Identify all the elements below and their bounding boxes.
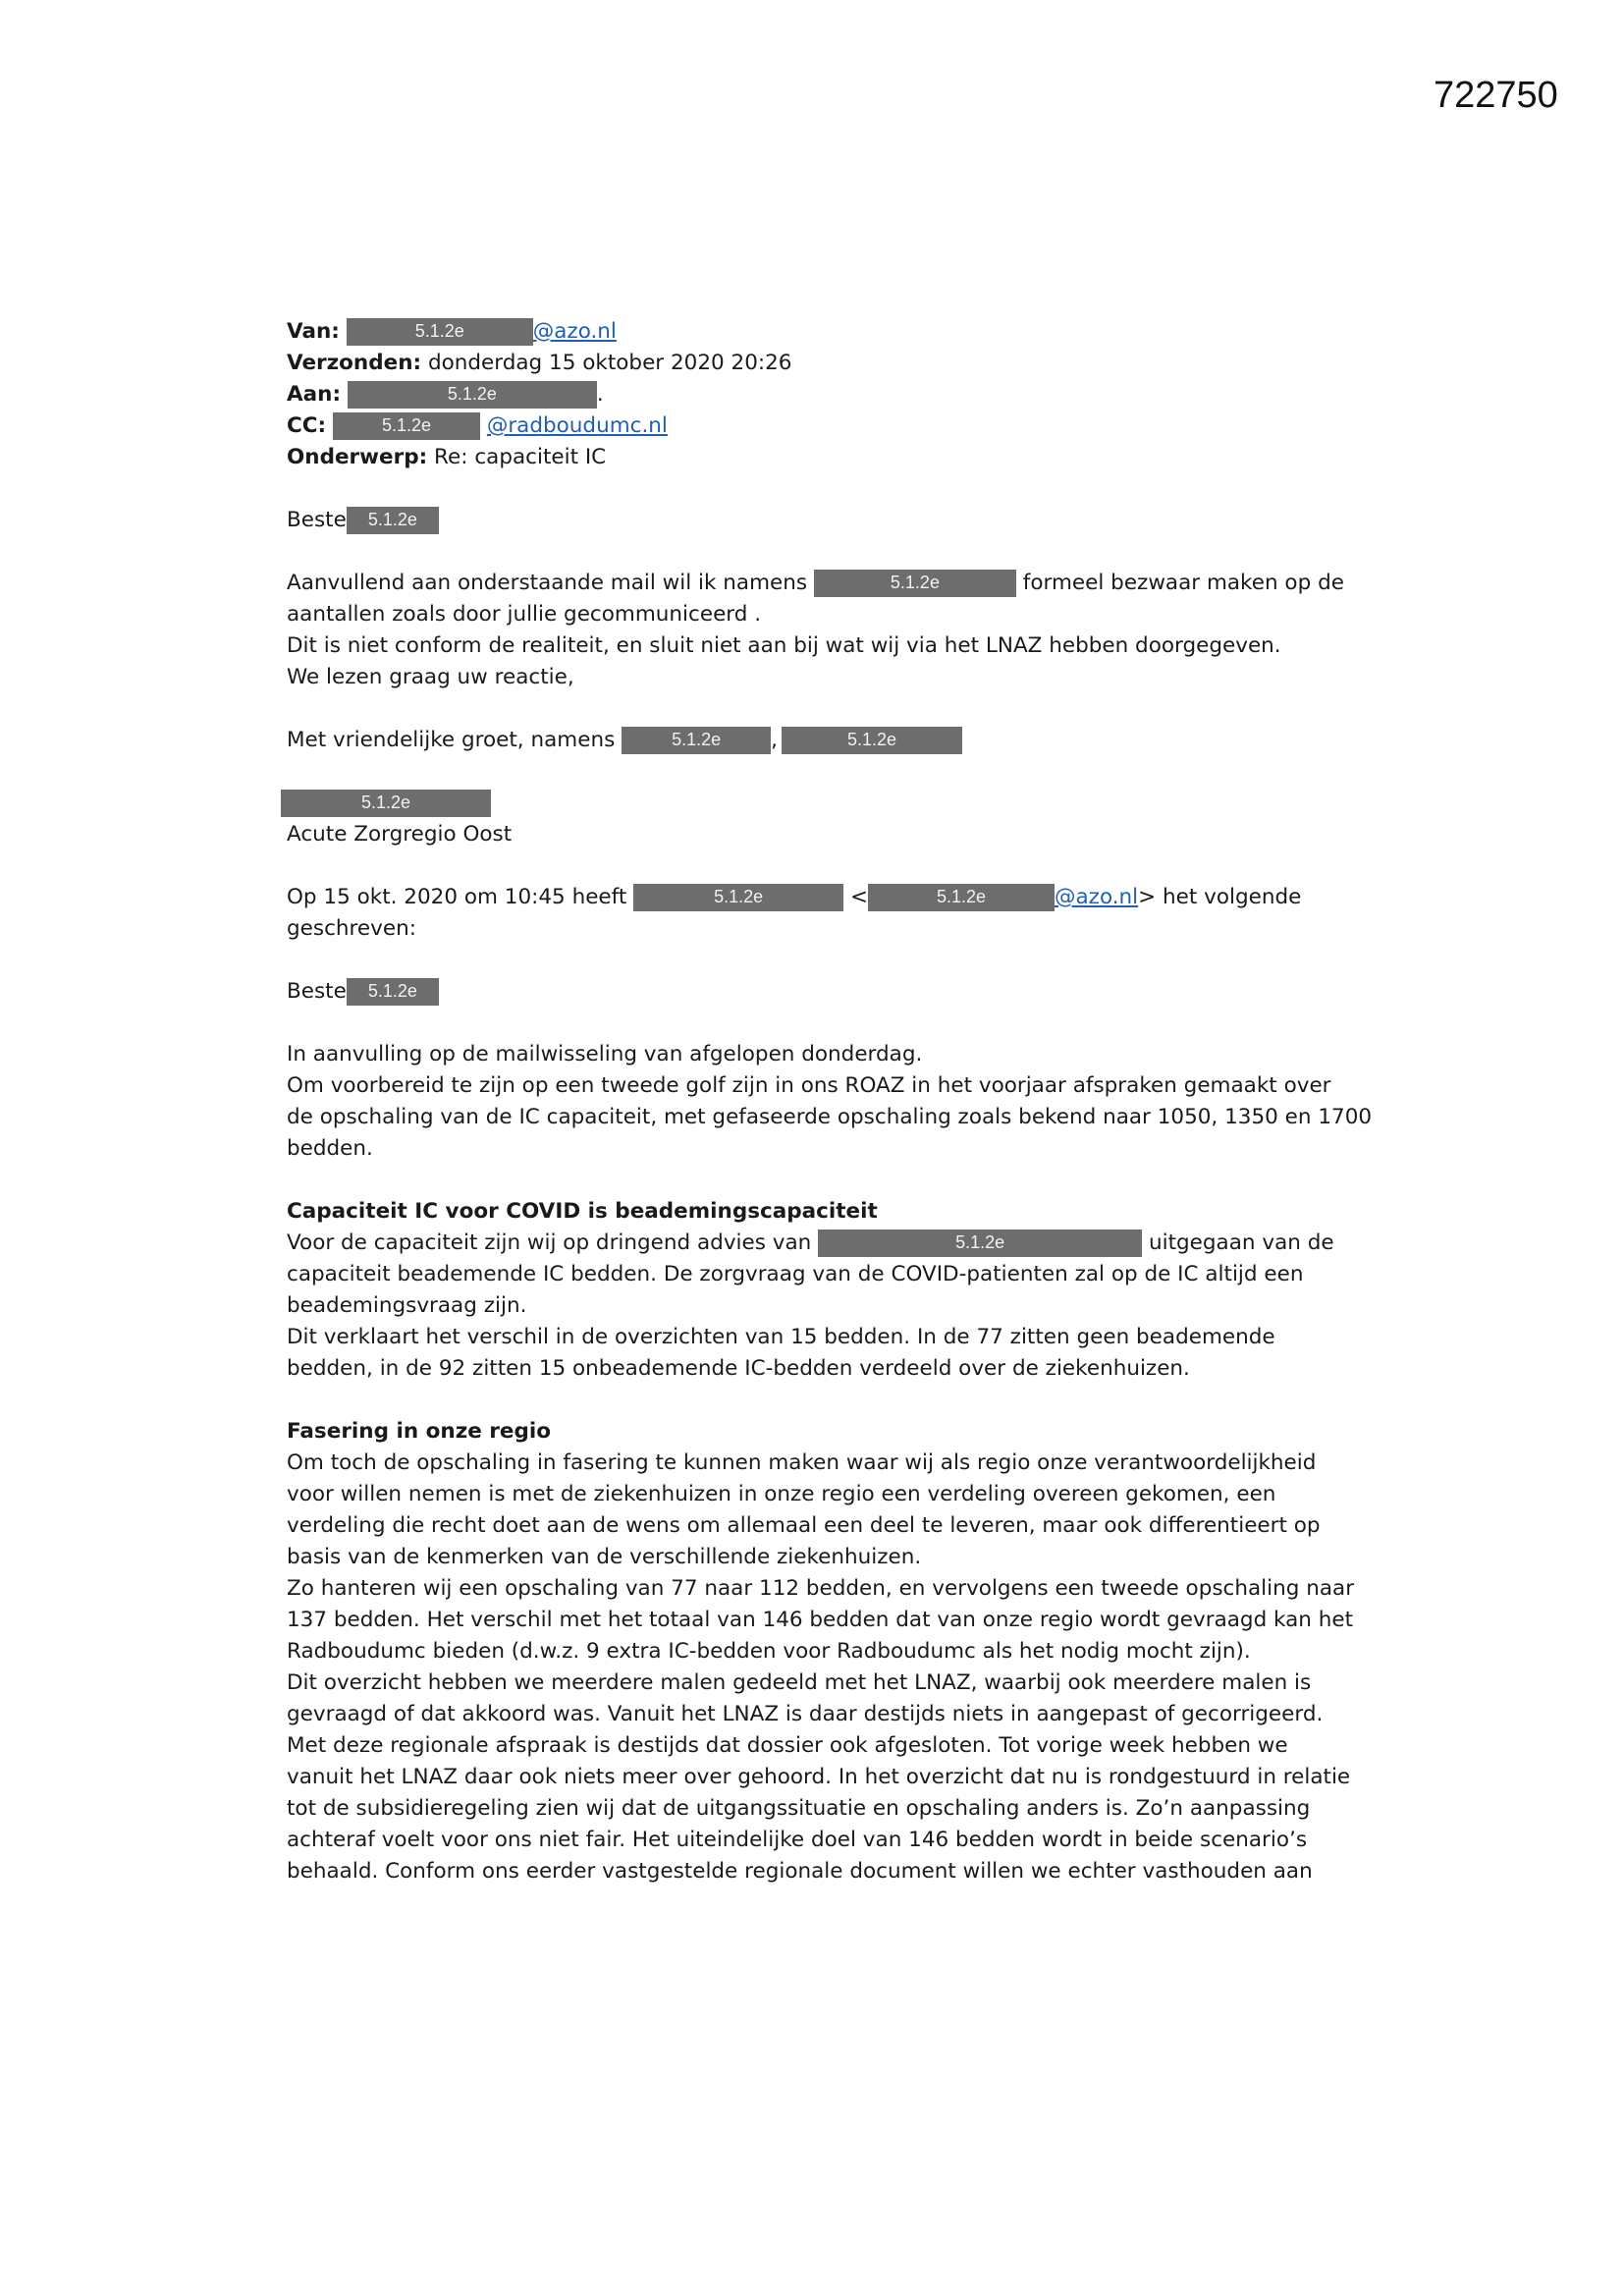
cc-email-domain[interactable]: @radboudumc.nl [486,413,668,438]
reply-greeting [287,505,1377,536]
closing-text: Met vriendelijke groet, namens [287,728,616,752]
cc-line [287,410,1377,442]
section-line: basis van de kenmerken van de verschillende ziekenhuizen. [287,1545,922,1569]
from-label: Van: [287,319,340,344]
text: Aanvullend aan onderstaande mail wil ik namens [287,571,808,595]
from-line [287,316,1377,348]
section-line: vanuit het LNAZ daar ook niets meer over gehoord. In het overzicht dat nu is rondgestuurd in relatie [287,1765,1351,1789]
reply-paragraph-line: We lezen graag uw reactie, [287,665,574,689]
section-line: Om toch de opschaling in fasering te kunnen maken waar wij als regio onze verantwoordelijkheid [287,1450,1317,1475]
text: > het volgende [1138,885,1302,909]
subject-label: Onderwerp: [287,445,428,469]
section-line [287,1228,1377,1259]
cc-label: CC: [287,413,327,438]
section-heading: Fasering in onze regio [287,1419,552,1444]
from-email-domain[interactable]: @azo.nl [532,319,617,344]
sent-label: Verzonden: [287,351,422,375]
redaction-box: 5.1.2e [818,1230,1142,1257]
to-line [287,379,1377,410]
closing-line [287,725,1377,756]
section-line: achteraf voelt voor ons niet fair. Het uiteindelijke doel van 146 bedden wordt in beide scenario’s [287,1828,1308,1852]
section-line: Zo hanteren wij een opschaling van 77 naar 112 bedden, en vervolgens een tweede opschaling naar [287,1576,1355,1601]
email-document [287,316,1377,1887]
redaction-box: 5.1.2e [348,381,597,409]
redaction-box: 5.1.2e [814,570,1016,597]
greeting-text: Beste [287,508,347,532]
reply-paragraph-line [287,568,1377,599]
redaction-box: 5.1.2e [633,884,843,911]
section-line: bedden, in de 92 zitten 15 onbeademende IC-bedden verdeeld over de ziekenhuizen. [287,1356,1190,1381]
quote-p1-line: In aanvulling op de mailwisseling van afgelopen donderdag. [287,1042,923,1066]
signature-name [287,788,1377,819]
reply-paragraph-line: aantallen zoals door jullie gecommuniceerd . [287,602,762,627]
quote-p1-line: Om voorbereid te zijn op een tweede golf zijn in ons ROAZ in het voorjaar afspraken gemaakt over [287,1073,1331,1098]
to-suffix: . [596,382,604,407]
text: formeel bezwaar maken op de [1022,571,1344,595]
quote-intro-line2: geschreven: [287,916,416,941]
section-line: Dit verklaart het verschil in de overzichten van 15 bedden. In de 77 zitten geen beademende [287,1325,1275,1349]
greeting-text: Beste [287,979,347,1004]
section-line: beademingsvraag zijn. [287,1293,527,1318]
redaction-box: 5.1.2e [347,318,533,346]
signature-org: Acute Zorgregio Oost [287,822,513,847]
section-line: Met deze regionale afspraak is destijds dat dossier ook afgesloten. Tot vorige week hebben we [287,1733,1288,1758]
redaction-box: 5.1.2e [347,978,439,1006]
quote-greeting [287,976,1377,1008]
redaction-box: 5.1.2e [782,727,962,754]
redaction-box: 5.1.2e [868,884,1055,911]
section-line: 137 bedden. Het verschil met het totaal van 146 bedden dat van onze regio wordt gevraagd kan het [287,1608,1354,1632]
section-line: verdeling die recht doet aan de wens om allemaal een deel te leveren, maar ook differentieert op [287,1513,1321,1538]
redaction-box: 5.1.2e [333,412,480,440]
text: Voor de capaciteit zijn wij op dringend advies van [287,1230,812,1255]
section-line: Dit overzicht hebben we meerdere malen gedeeld met het LNAZ, waarbij ook meerdere malen is [287,1670,1312,1695]
section-line: tot de subsidieregeling zien wij dat de uitgangssituatie en opschaling anders is. Zo’n aanpassing [287,1796,1311,1821]
section-heading: Capaciteit IC voor COVID is beademingscapaciteit [287,1199,878,1224]
redaction-box: 5.1.2e [347,507,439,534]
subject-value: Re: capaciteit IC [434,445,607,469]
separator: , [771,728,778,752]
quote-email-domain[interactable]: @azo.nl [1054,885,1139,909]
sent-value: donderdag 15 oktober 2020 20:26 [427,351,792,375]
quote-p1-line: bedden. [287,1136,373,1161]
section-line: capaciteit beademende IC bedden. De zorgvraag van de COVID-patienten zal op de IC altijd een [287,1262,1304,1286]
reply-paragraph-line: Dit is niet conform de realiteit, en sluit niet aan bij wat wij via het LNAZ hebben doorgegeven. [287,633,1281,658]
quote-intro [287,882,1377,913]
section-line: gevraagd of dat akkoord was. Vanuit het LNAZ is daar destijds niets in aangepast of gecorrigeerd. [287,1702,1324,1726]
quote-p1-line: de opschaling van de IC capaciteit, met gefaseerde opschaling zoals bekend naar 1050, 1350 en 1700 [287,1105,1373,1129]
section-line: behaald. Conform ons eerder vastgestelde regionale document willen we echter vasthouden aan [287,1859,1313,1884]
subject-line [287,442,1377,473]
text: < [849,885,868,909]
text: uitgegaan van de [1149,1230,1334,1255]
section-line: Radboudumc bieden (d.w.z. 9 extra IC-bedden voor Radboudumc als het nodig mocht zijn). [287,1639,1251,1664]
text: Op 15 okt. 2020 om 10:45 heeft [287,885,627,909]
section-line: voor willen nemen is met de ziekenhuizen in onze regio een verdeling overeen gekomen, een [287,1482,1276,1506]
redaction-box: 5.1.2e [622,727,771,754]
document-id: 722750 [1434,75,1558,116]
sent-line [287,348,1377,379]
to-label: Aan: [287,382,342,407]
redaction-box: 5.1.2e [281,790,491,817]
